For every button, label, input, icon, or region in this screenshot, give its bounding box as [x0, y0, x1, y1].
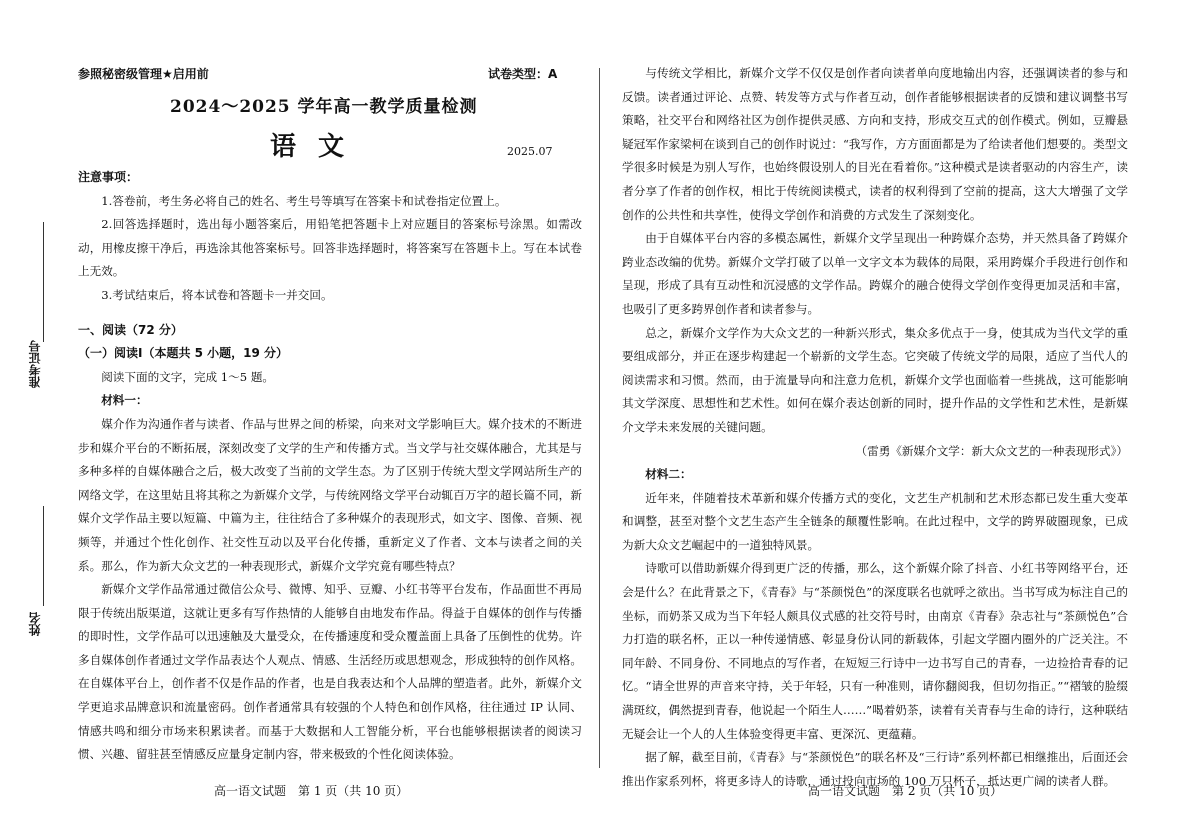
page-footer: 高一语文试题 第 2 页（共 10 页） [808, 784, 1003, 798]
right-body [622, 62, 1128, 793]
instruction: 阅读下面的文字，完成 1～5 题。 [101, 369, 275, 384]
subsection-heading: （一）阅读Ⅰ（本题共 5 小题，19 分） [78, 346, 289, 361]
notice-item: 3.考试结束后，将本试卷和答题卡一并交回。 [101, 287, 333, 302]
exam-title: 2024～2025 学年高一教学质量检测 [170, 97, 478, 117]
right-page [600, 0, 1200, 836]
material-label: 材料二： [645, 467, 692, 482]
name-label: 姓名 [28, 612, 42, 636]
exam-number-line [43, 222, 44, 342]
confidentiality-header: 参照秘密级管理★启用前 [78, 67, 209, 81]
source-citation: （雷勇《新媒介文学：新大众文艺的一种表现形式》） [855, 443, 1128, 458]
notice-item: 2.回答选择题时，选出每小题答案后，用铅笔把答题卡上对应题目的答案标号涂黑。如需改动，用橡皮擦干净后，再选涂其他答案标号。回答非选择题时，将答案写在答题卡上。写在本试卷上无效。 [78, 217, 582, 279]
subject-title: 语文 [270, 132, 367, 162]
notice-heading: 注意事项： [78, 170, 139, 184]
page-footer: 高一语文试题 第 1 页（共 10 页） [214, 784, 409, 798]
exam-date: 2025.07 [507, 145, 553, 158]
left-body [78, 166, 582, 767]
paragraph: 总之，新媒介文学作为大众文艺的一种新兴形式，集众多优点于一身，使其成为当代文学的重要组成部分，并正在逐步构建起一个崭新的文学生态。它突破了传统文学的局限，适应了当代人的阅读需求和习惯。然而，由于流量导向和注意力危机，新媒介文学也面临着一些挑战，这可能影响其文学深度、思想性和艺术性。如何在媒介表达创新的同时，提升作品的文学性和艺术性，是新媒介文学未来发展的关键问题。 [622, 325, 1128, 434]
paragraph: 诗歌可以借助新媒介得到更广泛的传播，那么，这个新媒介除了抖音、小红书等网络平台，还会是什么？在此背景之下，《青春》与“茶颜悦色”的深度联名也就呼之欲出。当书写成为标注自己的坐标，而奶茶又成为当下年轻人颇具仪式感的社交符号时，由南京《青春》杂志社与“茶颜悦色”合力打造的联名杯，正以一种传递情感、彰显身份认同的新载体，引起文学圈内圈外的广泛关注。不同年龄、不同身份、不同地点的写作者，在短短三行诗中一边书写自己的青春，一边捡拾青春的记忆。“请全世界的声音来守持，关于年轻，只有一种准则，请你翻阅我，但切勿指正。”“褶皱的脸缀满斑纹，偶然提到青春，他说起一个陌生人……”喝着奶茶，读着有关青春与生命的诗行，这种联结无疑会让一个人的人生体验变得更丰富、更深沉、更蕴藉。 [622, 561, 1128, 741]
paragraph: 新媒介文学作品常通过微信公众号、微博、知乎、豆瓣、小红书等平台发布，作品面世不再局限于传统出版渠道，这就让更多有写作热情的人能够自由地发布作品。得益于自媒体的创作与传播的即时性，文学作品可以迅速触及大量受众，在传播速度和受众覆盖面上具备了压倒性的优势。许多自媒体创作者通过文学作品表达个人观点、情感、生活经历或思想观念，形成独特的创作风格。在自媒体平台上，创作者不仅是作品的作者，也是自我表达和个人品牌的塑造者。此外，新媒介文学更追求品牌意识和流量密码。创作者通常具有较强的个人特色和创作风格，往往通过 IP 认同、情感共鸣和细分市场来积累读者。而基于大数据和人工智能分析，平台也能够根据读者的阅读习惯、兴趣、留驻甚至情感反应量身定制内容，带来极致的个性化阅读体验。 [78, 582, 582, 762]
paragraph: 据了解，截至目前，《青春》与“茶颜悦色”的联名杯及“三行诗”系列杯都已相继推出，后面还会推出作家系列杯，将更多诗人的诗歌，通过投向市场的 100 万只杯子，抵达更广阔的读者人群。 [622, 750, 1128, 788]
paragraph: 媒介作为沟通作者与读者、作品与世界之间的桥梁，向来对文学影响巨大。媒介技术的不断进步和媒介平台的不断拓展，深刻改变了文学的生产和传播方式。当文学与社交媒体融合，尤其是与多种多样的自媒体融合之后，极大改变了当前的文学生态。为了区别于传统大型文学网站所生产的网络文学，在这里姑且将其称之为新媒介文学，与传统网络文学平台动辄百万字的超长篇不同，新媒介文学作品主要以短篇、中篇为主，往往结合了多种媒介的表现形式，如文字、图像、音频、视频等，并通过个性化创作、社交性互动以及平台化传播，重新定义了作者、文本与读者之间的关系。那么，作为新大众文艺的一种表现形式，新媒介文学究竟有哪些特点？ [78, 416, 582, 573]
paragraph: 与传统文学相比，新媒介文学不仅仅是创作者向读者单向度地输出内容，还强调读者的参与和反馈。读者通过评论、点赞、转发等方式与作者互动，创作者能够根据读者的反馈和建议调整书写策略，社交平台和网络社区为创作提供灵感、方向和支持，形成交互式的创作模式。例如，豆瓣悬疑冠军作家梁柯在谈到自己的创作时说过：“我写作，方方面面都是为了给读者他们想要的。类型文学很多时候是为别人写作，也始终假设别人的目光在看着你。”这种模式是读者驱动的内容生产，读者分享了作者的创作权，相比于传统阅读模式，读者的权利得到了空前的提高，这大大增强了文学创作的公共性和共享性，使得文学创作和消费的方式发生了深刻变化。 [622, 66, 1128, 222]
paragraph: 由于自媒体平台内容的多模态属性，新媒介文学呈现出一种跨媒介态势，并天然具备了跨媒介跨业态改编的优势。新媒介文学打破了以单一文字文本为载体的局限，采用跨媒介手段进行创作和呈现，形成了具有互动性和沉浸感的文学作品。跨媒介的融合使得文学创作变得更加灵活和丰富，也吸引了更多跨界创作者和读者参与。 [622, 231, 1128, 316]
name-line [43, 506, 44, 606]
paper-type: 试卷类型：A [488, 67, 558, 81]
paragraph: 近年来，伴随着技术革新和媒介传播方式的变化，文艺生产机制和艺术形态都已发生重大变革和调整，甚至对整个文艺生态产生全链条的颠覆性影响。在此过程中，文学的跨界破圈现象，已成为新大众文艺崛起中的一道独特风景。 [622, 490, 1128, 552]
exam-number-label: 准考证号 [28, 340, 42, 388]
section-heading: 一、阅读（72 分） [78, 322, 183, 337]
notice-item: 1.答卷前，考生务必将自己的姓名、考生号等填写在答案卡和试卷指定位置上。 [101, 193, 507, 208]
material-label: 材料一： [101, 393, 148, 408]
